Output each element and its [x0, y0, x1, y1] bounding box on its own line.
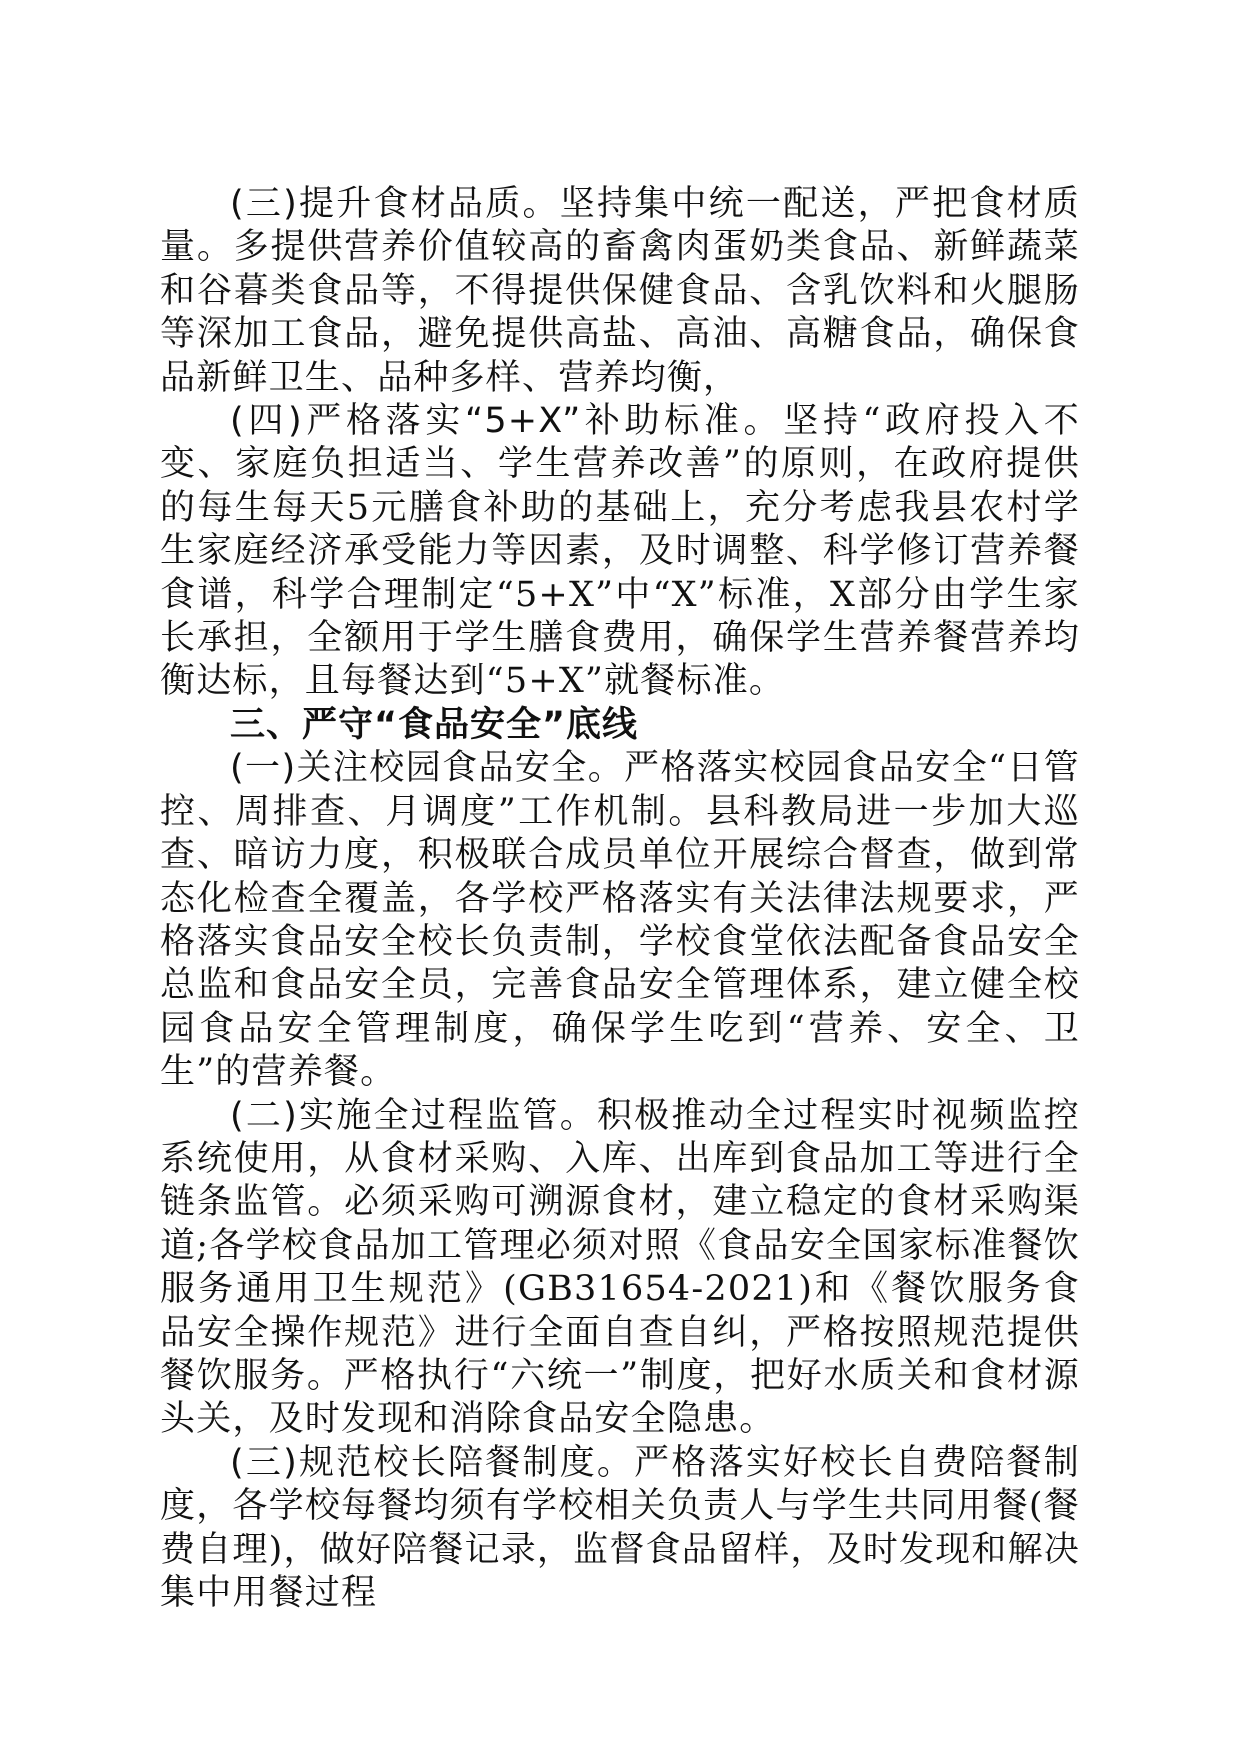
paragraph-body: 坚持“政府投入不变、家庭负担适当、学生营养改善”的原则，在政府提供的每生每天5元膳食补助的基础上，充分考虑我县农村学生家庭经济承受能力等因素，及时调整、科学修订营养餐食谱，科学合理制定“5+X”中“X”标准，X部分由学生家长承担，全额用于学生膳食费用，确保学生营养餐营养均衡达标，且每餐达到“5+X”就餐标准。 [160, 401, 1080, 702]
paragraph-body: 坚持集中统一配送，严把食材质量。多提供营养价值较高的畜禽肉蛋奶类食品、新鲜蔬菜和谷暮类食品等，不得提供保健食品、含乳饮料和火腿肠等深加工食品，避免提供高盐、高油、高糖食品，确保食品新鲜卫生、品种多样、营养均衡， [160, 184, 1080, 398]
paragraph-campus-food-safety [160, 747, 1080, 1094]
paragraph-full-process-supervision [160, 1095, 1080, 1442]
paragraph-principal-accompanied-meals [160, 1442, 1080, 1616]
section-heading-food-safety: 三、严守“食品安全”底线 [230, 704, 639, 745]
paragraph-lead: (四)严格落实“5+X”补助标准。 [230, 401, 784, 442]
paragraph-body: 积极推动全过程实时视频监控系统使用，从食材采购、入库、出库到食品加工等进行全链条监管。必须采购可溯源食材，建立稳定的食材采购渠道;各学校食品加工管理必须对照《食品安全国家标准餐饮服务通用卫生规范》(GB31654-2021)和《餐饮服务食品安全操作规范》进行全面自查自纠，严格按照规范提供餐饮服务。严格执行“六统一”制度，把好水质关和食材源头关，及时发现和消除食品安全隐患。 [160, 1095, 1080, 1440]
paragraph-food-quality [160, 183, 1080, 400]
paragraph-lead: (三)提升食材品质。 [230, 184, 560, 224]
paragraph-lead: (二)实施全过程监管。 [230, 1095, 597, 1136]
paragraph-lead: (三)规范校长陪餐制度。 [230, 1442, 635, 1483]
paragraph-body: 严格落实好校长自费陪餐制度，各学校每餐均须有学校相关负责人与学生共同用餐(餐费自理)，做好陪餐记录，监督食品留样，及时发现和解决集中用餐过程 [160, 1442, 1080, 1613]
document-page [160, 183, 1080, 1615]
paragraph-lead: (一)关注校园食品安全。 [230, 748, 625, 789]
paragraph-subsidy-standard [160, 400, 1080, 704]
paragraph-body: 严格落实校园食品安全“日管控、周排查、月调度”工作机制。县科教局进一步加大巡查、暗访力度，积极联合成员单位开展综合督查，做到常态化检查全覆盖，各学校严格落实有关法律法规要求，严格落实食品安全校长负责制，学校食堂依法配备食品安全总监和食品安全员，完善食品安全管理体系，建立健全校园食品安全管理制度，确保学生吃到“营养、安全、卫生”的营养餐。 [160, 748, 1080, 1093]
